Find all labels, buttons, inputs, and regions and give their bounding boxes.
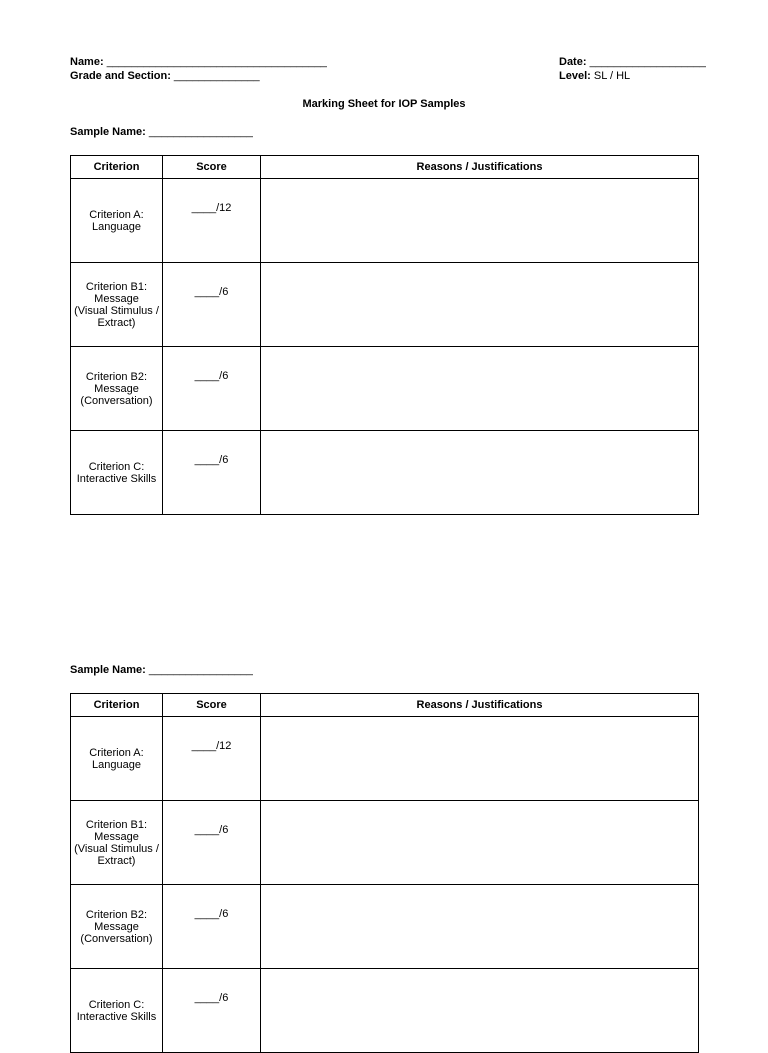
sample-name-field[interactable]: [70, 126, 253, 139]
score-cell[interactable]: [163, 801, 261, 885]
table-row: [71, 885, 699, 969]
name-field[interactable]: [70, 56, 327, 69]
level-field: [559, 70, 630, 83]
sample-name-label: Sample Name:: [70, 126, 146, 138]
reasons-cell[interactable]: [261, 347, 699, 431]
table-row: [71, 717, 699, 801]
score-cell[interactable]: [163, 969, 261, 1053]
table-row: [71, 431, 699, 515]
name-blank[interactable]: ____________________________________: [106, 56, 327, 68]
grade-section-field[interactable]: [70, 70, 260, 83]
table-row: [71, 347, 699, 431]
reasons-cell[interactable]: [261, 179, 699, 263]
criterion-cell: Criterion A: Language: [71, 179, 163, 263]
column-header-reasons: Reasons / Justifications: [261, 694, 699, 717]
column-header-reasons: Reasons / Justifications: [261, 156, 699, 179]
score-cell[interactable]: [163, 717, 261, 801]
table-row: [71, 263, 699, 347]
criterion-cell: Criterion B1: Message (Visual Stimulus / Extract): [71, 801, 163, 885]
table-row: [71, 179, 699, 263]
reasons-cell[interactable]: [261, 431, 699, 515]
level-value: SL / HL: [593, 70, 631, 82]
reasons-cell[interactable]: [261, 969, 699, 1053]
sample-name-blank[interactable]: _________________: [148, 664, 253, 676]
sample-name-field[interactable]: [70, 664, 253, 677]
table-header-row: [71, 156, 699, 179]
marking-table: [70, 155, 699, 515]
criterion-cell: Criterion B2: Message (Conversation): [71, 347, 163, 431]
column-header-criterion: Criterion: [71, 694, 163, 717]
criterion-cell: Criterion B2: Message (Conversation): [71, 885, 163, 969]
marking-table: [70, 693, 699, 1053]
date-blank[interactable]: ___________________: [589, 56, 706, 68]
table-row: [71, 801, 699, 885]
score-blank[interactable]: ____/6: [194, 823, 229, 836]
column-header-score: Score: [163, 156, 261, 179]
score-blank[interactable]: ____/6: [194, 285, 229, 298]
score-cell[interactable]: [163, 179, 261, 263]
score-blank[interactable]: ____/6: [194, 453, 229, 466]
score-cell[interactable]: [163, 431, 261, 515]
score-blank[interactable]: ____/6: [194, 907, 229, 920]
reasons-cell[interactable]: [261, 717, 699, 801]
sample-name-label: Sample Name:: [70, 664, 146, 676]
criterion-cell: Criterion C: Interactive Skills: [71, 431, 163, 515]
score-cell[interactable]: [163, 347, 261, 431]
table-row: [71, 969, 699, 1053]
score-blank[interactable]: ____/12: [191, 201, 232, 214]
column-header-criterion: Criterion: [71, 156, 163, 179]
page-title: Marking Sheet for IOP Samples: [302, 98, 466, 110]
sample-name-blank[interactable]: _________________: [148, 126, 253, 138]
reasons-cell[interactable]: [261, 801, 699, 885]
column-header-score: Score: [163, 694, 261, 717]
score-blank[interactable]: ____/6: [194, 991, 229, 1004]
score-cell[interactable]: [163, 263, 261, 347]
score-blank[interactable]: ____/12: [191, 739, 232, 752]
criterion-cell: Criterion C: Interactive Skills: [71, 969, 163, 1053]
date-label: Date:: [559, 56, 587, 68]
score-cell[interactable]: [163, 885, 261, 969]
reasons-cell[interactable]: [261, 885, 699, 969]
score-blank[interactable]: ____/6: [194, 369, 229, 382]
grade-section-label: Grade and Section:: [70, 70, 171, 82]
level-label: Level:: [559, 70, 591, 82]
grade-section-blank[interactable]: ______________: [173, 70, 260, 82]
date-field[interactable]: [559, 56, 706, 69]
criterion-cell: Criterion B1: Message (Visual Stimulus / Extract): [71, 263, 163, 347]
reasons-cell[interactable]: [261, 263, 699, 347]
criterion-cell: Criterion A: Language: [71, 717, 163, 801]
table-header-row: [71, 694, 699, 717]
name-label: Name:: [70, 56, 104, 68]
